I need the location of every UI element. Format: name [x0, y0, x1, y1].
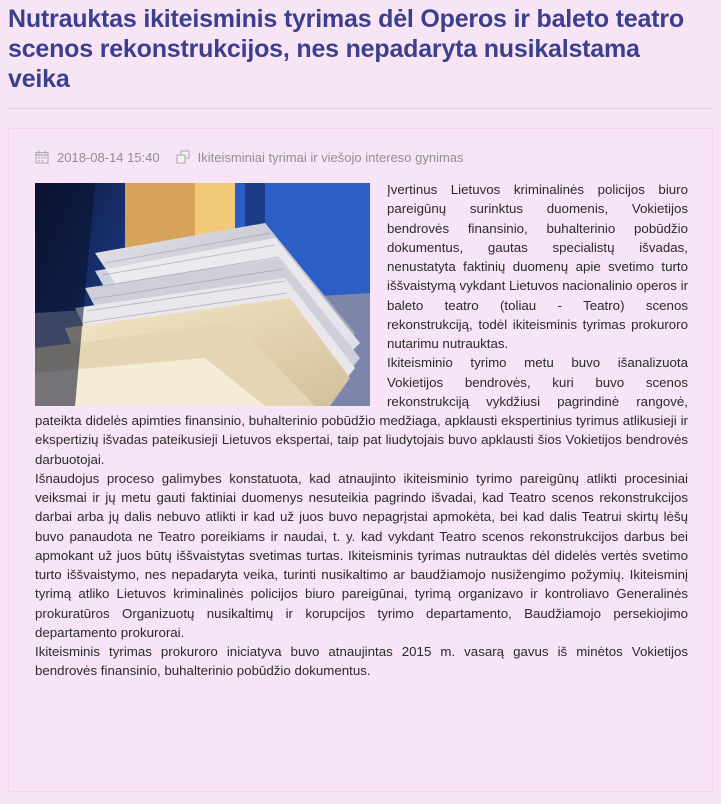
article-paragraph: Įvertinus Lietuvos kriminalinės policijos biuro pareigūnų surinktus duomenis, Vokietijos bendrovės finansinio, buhalterinio pobūdžio dokumentus, gautas specialistų išvadas, nenustatyta faktinių duomenų apie svetimo turto iššvaistymą vykdant Lietuvos nacionalinio operos ir baleto teatro (toliau - Teatro) scenos rekonstrukciją, todėl ikiteisminis tyrimas prokuroro nutarimu nutrauktas.: [387, 182, 688, 351]
article-category-link[interactable]: Ikiteisminiai tyrimai ir viešojo intereso gynimas: [197, 149, 464, 165]
folder-icon: [176, 150, 190, 164]
article-paragraph: Išnaudojus proceso galimybes konstatuota, kad atnaujinto ikiteisminio tyrimo pareigūnų atlikti procesiniai veiksmai ir jų metu gauti faktiniai duomenys nesuteikia pagrindo išvadai, kad Teatro scenos rekonstrukcijos darbai arba jų dalis nebuvo atlikti ir kad už juos buvo nepagrįstai apmokėta, bei kad dalis Teatrui skirtų lėšų buvo panaudota ne Teatro poreikiams ir naudai, t. y. kad vykdant Teatro scenos rekonstrukcijos darbus bei apmokant už juos būtų iššvaistytas svetimas turtas. Ikiteisminis tyrimas nutrauktas dėl didelės vertės svetimo turto iššvaistymo, nes nepadaryta veika, turinti nusikaltimo ar baudžiamojo nusižengimo požymių. Ikiteisminį tyrimą atliko Lietuvos kriminalinės policijos biuro pareigūnai, tyrimą organizavo ir kontroliavo Generalinės prokuratūros Organizuotų nusikaltimų ir korupcijos tyrimo departamento, Baudžiamojo persekiojimo departamento prokurorai.: [35, 470, 688, 640]
article-date: 2018-08-14 15:40: [57, 149, 160, 165]
article-paragraph: Ikiteisminio tyrimo metu buvo išanalizuota Vokietijos bendrovės, kuri buvo scenos rekonstrukciją vykdžiusi pagrindinė rangovė, pateikta didelės apimties finansinio, buhalterinio pobūdžio medžiaga, apklausti ekspertinius tyrimus atlikusieji ir ekspertizių išvadas pateikusieji Lietuvos ekspertai, taip pat liudytojais buvo apklausti šios Vokietijos bendrovės darbuotojai.: [35, 355, 688, 467]
calendar-icon: [35, 150, 49, 164]
article-body: [35, 180, 688, 681]
article-paragraph: Ikiteisminis tyrimas prokuroro iniciatyva buvo atnaujintas 2015 m. vasarą gavus iš minėtos Vokietijos bendrovės finansinio, buhalterinio pobūdžio dokumentus.: [35, 644, 688, 679]
title-divider: [8, 108, 713, 109]
article-meta: [35, 148, 464, 166]
article-title: Nutrauktas ikiteisminis tyrimas dėl Operos ir baleto teatro scenos rekonstrukcijos, nes nepadaryta nusikalstama veika: [8, 5, 684, 93]
